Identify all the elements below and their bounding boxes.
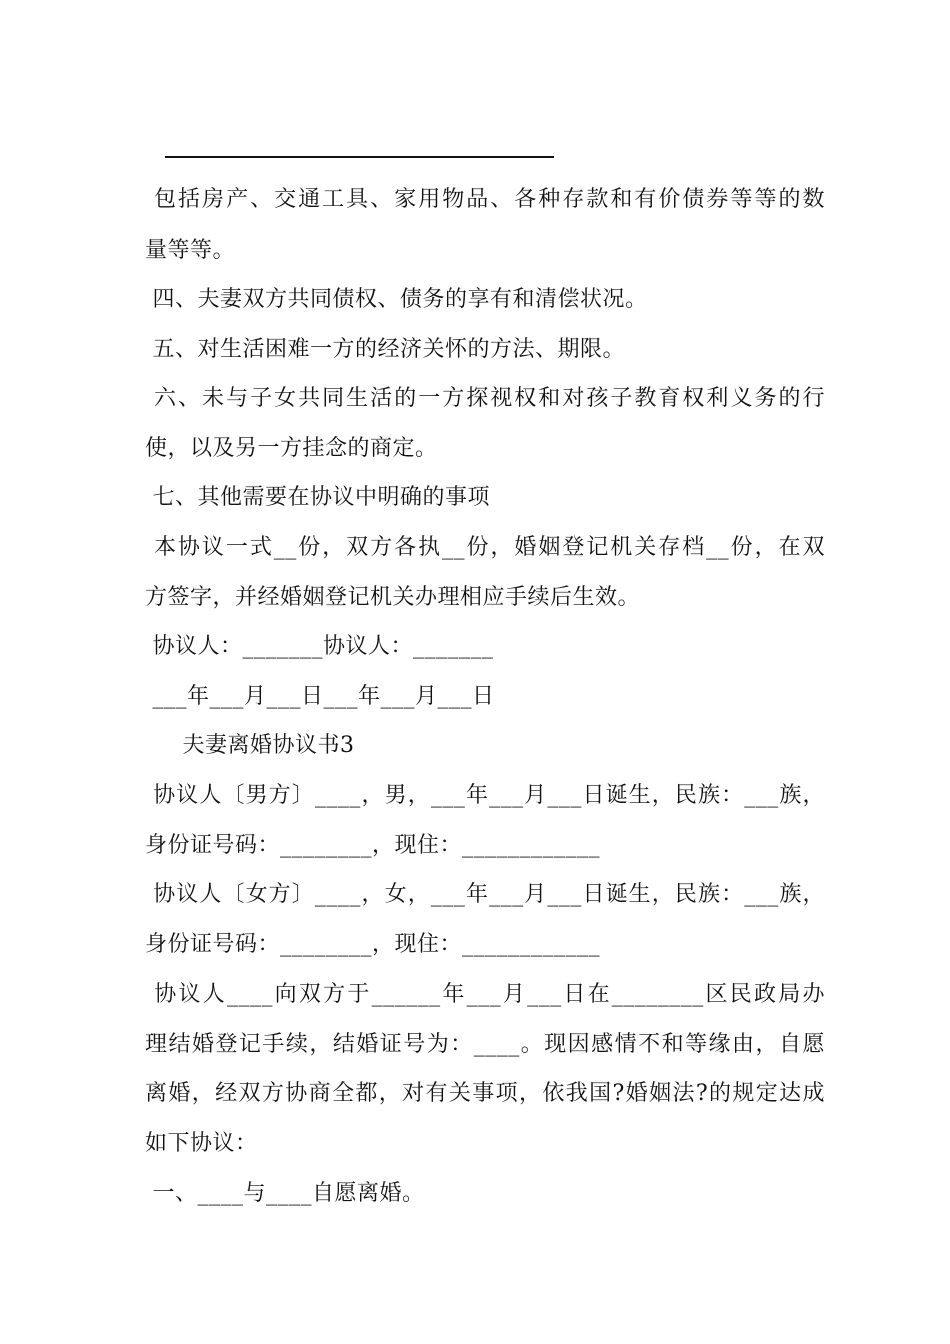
fill-in-blank-line: [165, 156, 554, 158]
paragraph-line: 离婚，经双方协商全都，对有关事项，依我国?婚姻法?的规定达成: [145, 1081, 825, 1106]
paragraph-line: 如下协议：: [145, 1131, 258, 1156]
paragraph-line: 协议人〔女方〕____，女，___年___月___日诞生，民族：___族，: [145, 882, 825, 907]
paragraph-line: 五、对生活困难一方的经济关怀的方法、期限。: [145, 337, 625, 362]
section-title: 夫妻离婚协议书3: [145, 733, 355, 758]
paragraph-line: 方签字，并经婚姻登记机关办理相应手续后生效。: [145, 585, 641, 610]
paragraph-line: 七、其他需要在协议中明确的事项: [145, 485, 490, 510]
paragraph-line: 协议人〔男方〕____，男，___年___月___日诞生，民族：___族，: [145, 783, 825, 808]
paragraph-line: 协议人____向双方于______年___月___日在________区民政局办: [145, 982, 825, 1007]
date-line: ___年___月___日___年___月___日: [145, 684, 495, 709]
paragraph-line: 理结婚登记手续，结婚证号为：____。现因感情不和等缘由，自愿: [145, 1032, 825, 1057]
paragraph-line: 包括房产、交通工具、家用物品、各种存款和有价债券等等的数: [145, 187, 825, 212]
paragraph-line: 身份证号码：________，现住：____________: [145, 833, 601, 858]
paragraph-line: 一、____与____自愿离婚。: [145, 1181, 425, 1206]
paragraph-line: 四、夫妻双方共同债权、债务的享有和清偿状况。: [145, 287, 648, 312]
paragraph-line: 量等等。: [145, 238, 236, 263]
paragraph-line: 身份证号码：________，现住：____________: [145, 932, 601, 957]
paragraph-line: 本协议一式__份，双方各执__份，婚姻登记机关存档__份，在双: [145, 535, 825, 560]
paragraph-line: 六、未与子女共同生活的一方探视权和对孩子教育权利义务的行: [145, 386, 825, 411]
paragraph-line: 使，以及另一方挂念的商定。: [145, 436, 438, 461]
signature-line: 协议人：_______协议人：_______: [145, 634, 494, 659]
